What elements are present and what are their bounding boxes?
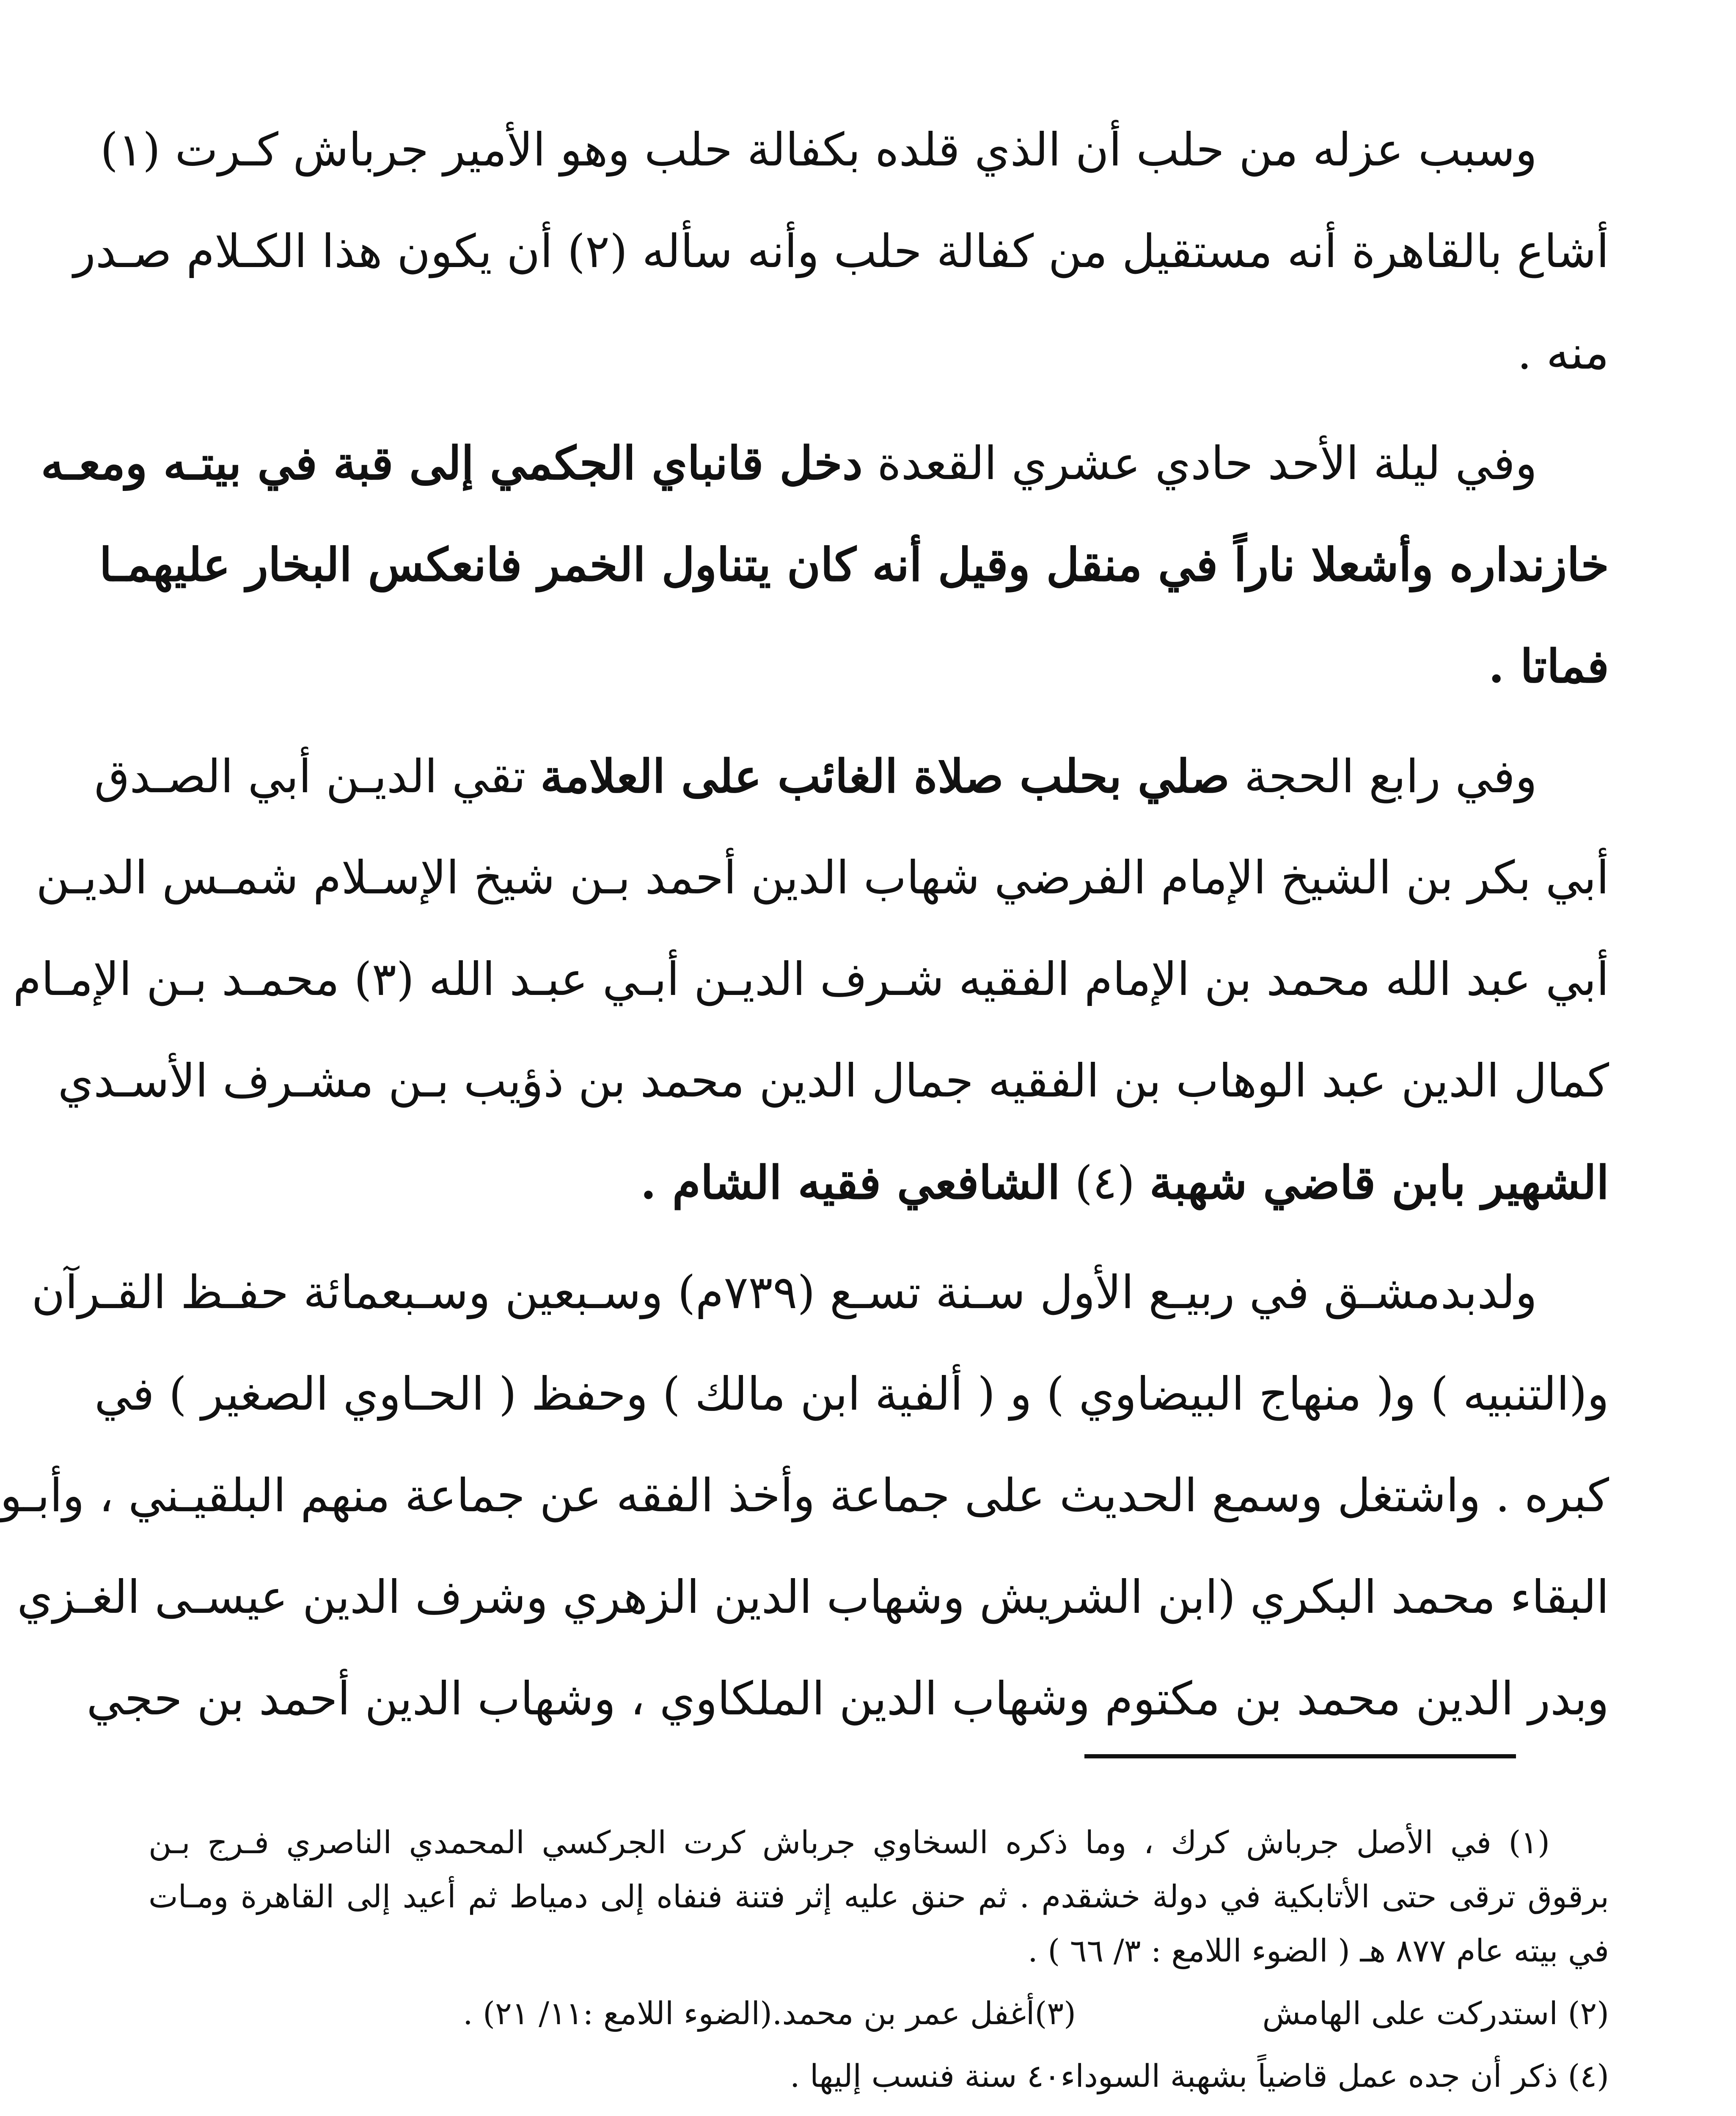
bold-text-line: فماتا .: [1488, 640, 1609, 693]
footnote-2: (٢) استدركت على الهامش: [1262, 1995, 1609, 2032]
paragraph-1: [73, 99, 1609, 404]
footnote-marker: (٤): [1060, 1157, 1150, 1210]
footnote-separator: [1084, 1754, 1516, 1758]
text-line: كبره . واشتغل وسمع الحديث على جماعة وأخذ الفقه عن جماعة منهم البلقيـني ، وأبـو: [0, 1469, 1609, 1522]
main-text: [0, 99, 1609, 1750]
paragraph-4: [0, 1242, 1609, 1750]
footnote-1: [149, 1816, 1609, 1978]
text-line: أبي بكر بن الشيخ الإمام الفرضي شهاب الدين أحمد بـن شيخ الإسـلام شمـس الديـن: [36, 851, 1609, 904]
text-line: منه .: [1517, 327, 1609, 380]
bold-text-run: الشهير بابن قاضي شهبة: [1149, 1156, 1609, 1210]
text-line: و(التنبيه ) و( منهاج البيضاوي ) و ( ألفية ابن مالك ) وحفظ ( الحـاوي الصغير ) في: [94, 1368, 1609, 1421]
text-run: تقي الديـن أبي الصـدق: [94, 750, 541, 803]
text-line: وبدر الدين محمد بن مكتوم وشهاب الدين الملكاوي ، وشهاب الدين أحمد بن حجي: [86, 1672, 1609, 1725]
text-line: وسبب عزله من حلب أن الذي قلده بكفالة حلب وهو الأمير جرباش كـرت (١): [100, 124, 1537, 176]
text-line: [41, 413, 1609, 514]
text-line: البقاء محمد البكري (ابن الشريش وشهاب الدين الزهري وشرف الدين عيسـى الغـزي: [17, 1571, 1609, 1624]
paragraph-2: [41, 413, 1609, 717]
text-line: أشاع بالقاهرة أنه مستقيل من كفالة حلب وأنه سأله (٢) أن يكون هذا الكـلام صـدر: [73, 225, 1609, 278]
paragraph-3: [13, 726, 1609, 1234]
text-run: وفي ليلة الأحد حادي عشري القعدة: [862, 437, 1537, 490]
text-line: [94, 726, 1609, 827]
bold-text-line: خازنداره وأشعلا ناراً في منقل وقيل أنه كان يتناول الخمر فانعكس البخار عليهمـا: [99, 538, 1609, 592]
bold-text-run: دخل قانباي الجكمي إلى قبة في بيتـه ومعـه: [41, 437, 863, 490]
bold-text-run: صلي بحلب صلاة الغائب على العلامة: [540, 750, 1230, 803]
footnote-3: (٣)أغفل عمر بن محمد.(الضوء اللامع :١١/ ٢١) .: [463, 1995, 1076, 2032]
text-line: كمال الدين عبد الوهاب بن الفقيه جمال الدين محمد بن ذؤيب بـن مشـرف الأسـدي: [58, 1055, 1609, 1108]
text-line: أبي عبد الله محمد بن الإمام الفقيه شـرف الديـن أبـي عبـد الله (٣) محمـد بـن الإمـام: [13, 953, 1609, 1006]
footnote-row: [149, 1987, 1609, 2041]
text-line: [149, 1132, 1609, 1234]
text-run: وفي رابع الحجة: [1230, 750, 1537, 803]
footnote-line: في بيته عام ٨٧٧ هـ ( الضوء اللامع : ٣/ ٦٦ ) .: [1028, 1933, 1609, 1969]
footnote-4: (٤) ذكر أن جده عمل قاضياً بشهبة السوداء٤٠ سنة فنسب إليها .: [790, 2058, 1609, 2094]
text-line: ولدبدمشـق في ربيـع الأول سـنة تسـع (٧٣٩م) وسـبعين وسـبعمائة حفـظ القـرآن: [31, 1266, 1537, 1319]
footnote-line: (١) في الأصل جرباش كرك ، وما ذكره السخاوي جرباش كرت الجركسي المحمدي الناصري فـرج بـن: [149, 1824, 1550, 1861]
bold-text-run: الشافعي فقيه الشام .: [640, 1156, 1060, 1210]
footnote-line: برقوق ترقى حتى الأتابكية في دولة خشقدم . ثم حنق عليه إثر فتنة فنفاه إلى دمياط ثم أعيد إلى القاهرة ومـات: [149, 1879, 1609, 1915]
footnotes: [149, 1816, 1609, 2103]
